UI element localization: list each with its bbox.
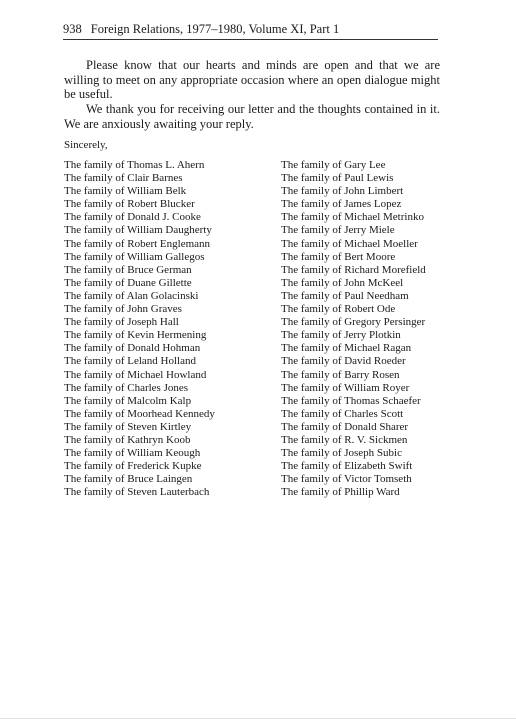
signatory-entry: The family of Donald Hohman [64, 342, 201, 355]
signatory-entry: The family of Clair Barnes [64, 172, 183, 185]
signatory-entry: The family of Paul Lewis [281, 172, 394, 185]
signatory-entry: The family of Bruce Laingen [64, 473, 193, 486]
signatory-entry: The family of Steven Lauterbach [64, 486, 210, 499]
signatory-entry: The family of Bert Moore [281, 250, 396, 263]
signatory-entry: The family of William Belk [64, 185, 187, 198]
signatory-entry: The family of Jerry Plotkin [281, 329, 401, 342]
signatory-entry: The family of William Gallegos [64, 250, 205, 263]
signatory-entry: The family of Joseph Subic [281, 447, 402, 460]
signatory-entry: The family of Moorhead Kennedy [64, 407, 215, 420]
signatory-entry: The family of Thomas Schaefer [281, 394, 421, 407]
signatories-left-column [64, 159, 215, 499]
signatory-entry: The family of Victor Tomseth [281, 473, 412, 486]
signatory-entry: The family of Gary Lee [281, 159, 386, 171]
signatory-entry: The family of Michael Howland [64, 368, 207, 381]
signatory-entry: The family of Malcolm Kalp [64, 394, 192, 407]
signatory-entry: The family of Robert Ode [281, 303, 396, 316]
signatory-entry: The family of William Daugherty [64, 224, 212, 237]
signatory-entry: The family of Barry Rosen [281, 368, 400, 381]
signatory-entry: The family of James Lopez [281, 198, 402, 211]
signatory-entry: The family of Michael Ragan [281, 342, 412, 355]
running-title: Foreign Relations, 1977–1980, Volume XI, Part 1 [90, 22, 340, 36]
signatory-entry: The family of Paul Needham [281, 289, 409, 302]
signatory-entry: The family of John McKeel [281, 276, 404, 289]
closing-salutation: Sincerely, [64, 139, 108, 151]
signatory-entry: The family of Robert Englemann [64, 237, 211, 250]
signatories-right-column [281, 159, 426, 499]
signatory-entry: The family of William Keough [64, 447, 201, 460]
signatory-entry: The family of Richard Morefield [281, 263, 426, 276]
signatory-entry: The family of David Roeder [281, 355, 406, 368]
signatory-entry: The family of R. V. Sickmen [281, 433, 408, 446]
signatory-entry: The family of John Limbert [281, 185, 404, 198]
signatory-entry: The family of Thomas L. Ahern [64, 159, 205, 171]
signatory-entry: The family of Donald J. Cooke [64, 211, 201, 224]
signatory-entry: The family of Joseph Hall [64, 316, 179, 329]
signatory-entry: The family of Kevin Hermening [64, 329, 207, 342]
signatory-entry: The family of Steven Kirtley [64, 420, 192, 433]
signatory-entry: The family of Bruce German [64, 263, 192, 276]
signatory-entry: The family of Michael Metrinko [281, 211, 424, 224]
signatory-entry: The family of Charles Jones [64, 381, 189, 394]
header-rule [63, 39, 438, 40]
page-bottom-divider [0, 718, 516, 719]
signatory-entry: The family of Elizabeth Swift [281, 460, 413, 473]
signatory-entry: The family of Phillip Ward [281, 486, 400, 499]
signatory-entry: The family of John Graves [64, 303, 182, 316]
signatory-entry: The family of Donald Sharer [281, 420, 409, 433]
signatory-entry: The family of Michael Moeller [281, 237, 418, 250]
body-paragraph: We thank you for receiving our letter and the thoughts contained in it. We are anxiously awaiting your reply. [64, 102, 440, 131]
signatory-entry: The family of Jerry Miele [281, 224, 395, 237]
signatory-entry: The family of William Royer [281, 381, 410, 394]
body-paragraph: Please know that our hearts and minds are open and that we are willing to meet on any appropriate occasion where an open dialogue might be useful. [64, 58, 440, 102]
signatory-entry: The family of Duane Gillette [64, 276, 192, 289]
signatory-entry: The family of Alan Golacinski [64, 289, 199, 302]
signatory-entry: The family of Charles Scott [281, 407, 404, 420]
signatory-entry: The family of Frederick Kupke [64, 460, 202, 473]
signatory-entry: The family of Kathryn Koob [64, 433, 191, 446]
running-header [63, 22, 438, 37]
signatory-entry: The family of Gregory Persinger [281, 316, 426, 329]
page-number: 938 [63, 22, 82, 36]
signatory-entry: The family of Leland Holland [64, 355, 196, 368]
signatory-entry: The family of Robert Blucker [64, 198, 195, 211]
